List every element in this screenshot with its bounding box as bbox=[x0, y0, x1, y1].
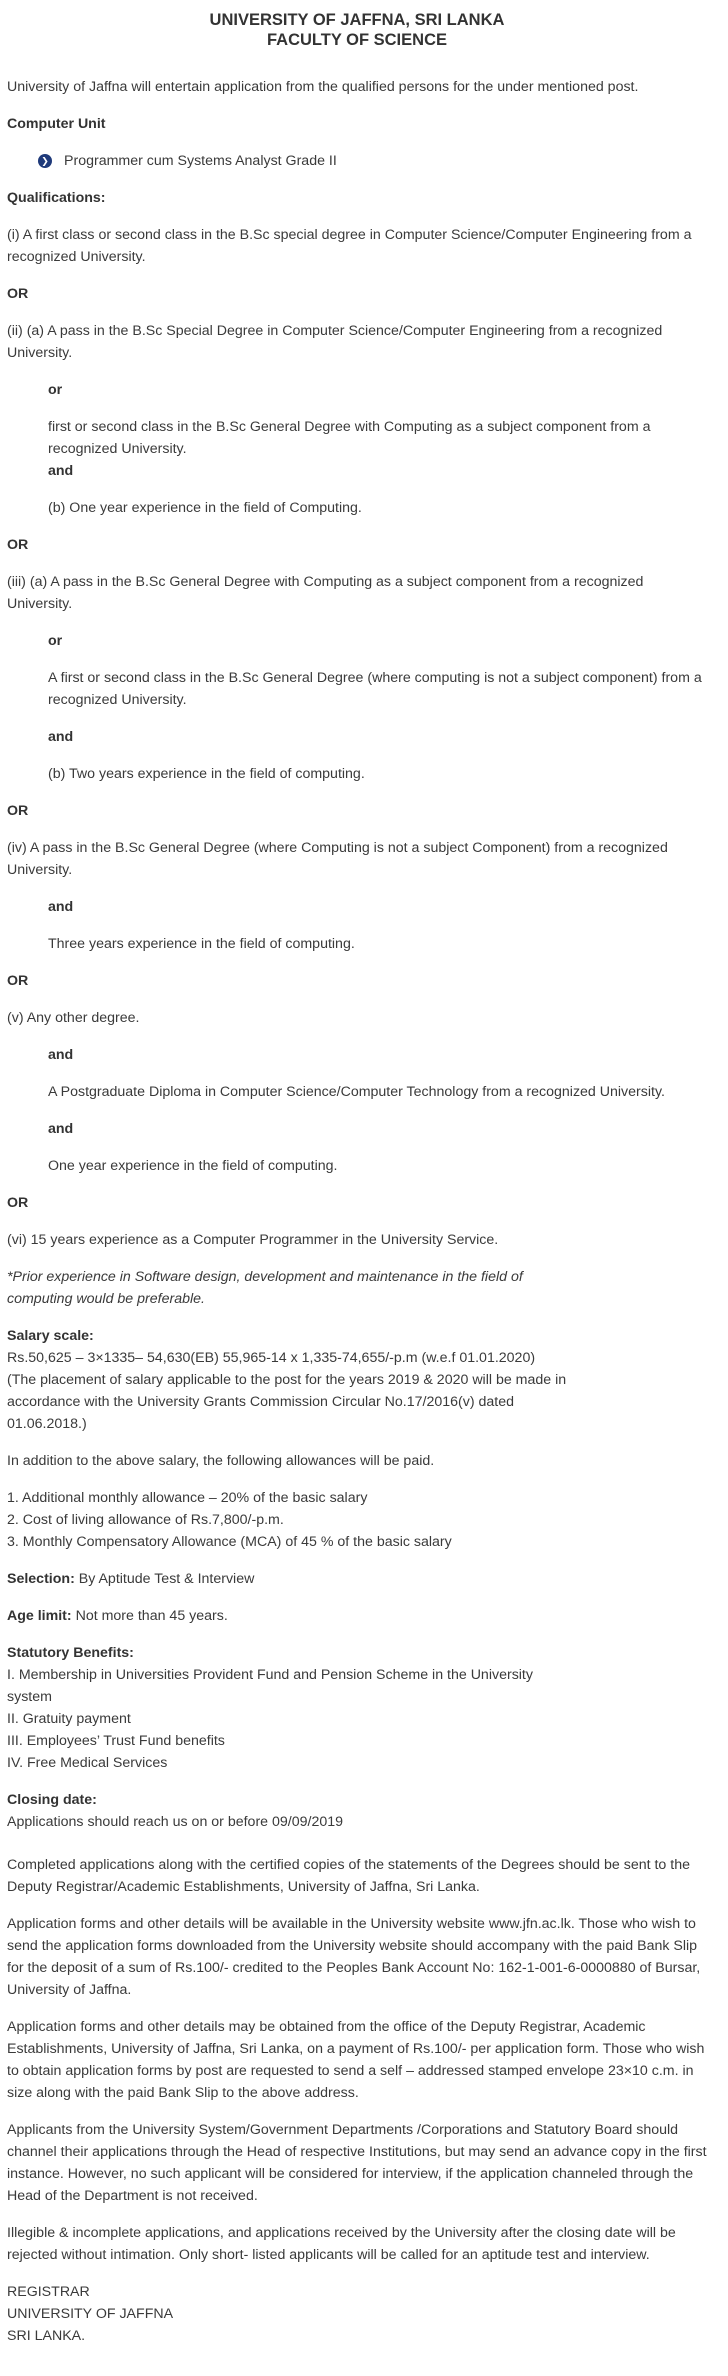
qualification-option-3b: (b) Two years experience in the field of computing. bbox=[48, 766, 365, 782]
list-item-continuation: system bbox=[7, 1689, 52, 1705]
and-label: and bbox=[48, 1047, 74, 1063]
qualification-option-5c: One year experience in the field of computing. bbox=[48, 1158, 338, 1174]
list-item: I. Membership in Universities Provident Fund and Pension Scheme in the University bbox=[7, 1667, 533, 1683]
salary-note: (The placement of salary applicable to the post for the years 2019 & 2020 will be made in bbox=[7, 1372, 567, 1388]
or-separator: OR bbox=[7, 537, 29, 553]
qualification-option-3-alt: A first or second class in the B.Sc General Degree (where computing is not a subject component) from a recognized University. bbox=[48, 670, 702, 708]
university-name: UNIVERSITY OF JAFFNA, SRI LANKA bbox=[209, 11, 505, 29]
qualification-option-2b: (b) One year experience in the field of Computing. bbox=[48, 500, 362, 516]
and-label: and bbox=[48, 899, 74, 915]
list-item: II. Gratuity payment bbox=[7, 1711, 131, 1727]
intro-text: University of Jaffna will entertain application from the qualified persons for the under mentioned post. bbox=[7, 79, 639, 95]
age-limit-value: Not more than 45 years. bbox=[71, 1608, 228, 1624]
selection-info bbox=[7, 1568, 707, 1590]
closing-date-section bbox=[7, 1789, 707, 1833]
paragraph-channel: Applicants from the University System/Government Departments /Corporations and Statutory Board should channel their applications through the Head of respective Institutions, but may send an advance copy in the first instance. However, no such applicant will be considered for interview, if the application channeled through the Head of the Department is not received. bbox=[7, 2122, 707, 2204]
unit-heading: Computer Unit bbox=[7, 116, 106, 132]
list-item: III. Employees’ Trust Fund benefits bbox=[7, 1733, 225, 1749]
or-separator: OR bbox=[7, 973, 29, 989]
closing-heading: Closing date: bbox=[7, 1792, 97, 1808]
faculty-name: FACULTY OF SCIENCE bbox=[267, 31, 447, 49]
salary-scale: Rs.50,625 – 3×1335– 54,630(EB) 55,965-14 x 1,335-74,655/-p.m (w.e.f 01.01.2020) bbox=[7, 1350, 536, 1366]
qualification-option-2-alt: first or second class in the B.Sc General Degree with Computing as a subject component from a recognized University. bbox=[48, 419, 651, 457]
preference-note bbox=[7, 1266, 707, 1310]
and-label: and bbox=[48, 729, 74, 745]
or-label: or bbox=[48, 382, 63, 398]
list-item: 2. Cost of living allowance of Rs.7,800/-p.m. bbox=[7, 1512, 284, 1528]
selection-label: Selection: bbox=[7, 1571, 75, 1587]
paragraph-submission: Completed applications along with the certified copies of the statements of the Degrees should be sent to the Deputy Registrar/Academic Establishments, University of Jaffna, Sri Lanka. bbox=[7, 1857, 690, 1895]
signatory-title: REGISTRAR bbox=[7, 2284, 90, 2300]
selection-value: By Aptitude Test & Interview bbox=[74, 1571, 255, 1587]
or-separator: OR bbox=[7, 1195, 29, 1211]
closing-text: Applications should reach us on or before 09/09/2019 bbox=[7, 1814, 344, 1830]
qualification-option-5a: (v) Any other degree. bbox=[7, 1010, 140, 1026]
and-label: and bbox=[48, 1121, 74, 1137]
list-item: 3. Monthly Compensatory Allowance (MCA) of 45 % of the basic salary bbox=[7, 1534, 452, 1550]
qualification-option-1: (i) A first class or second class in the B.Sc special degree in Computer Science/Computer Engineering from a recognized University. bbox=[7, 227, 692, 265]
benefits-heading: Statutory Benefits: bbox=[7, 1645, 134, 1661]
or-separator: OR bbox=[7, 803, 29, 819]
paragraph-rejection: Illegible & incomplete applications, and applications received by the University after the closing date will be rejected without intimation. Only short- listed applicants will be called for an aptitude test and interview. bbox=[7, 2225, 676, 2263]
page-title bbox=[7, 10, 707, 50]
or-separator: OR bbox=[7, 286, 29, 302]
post-title: Programmer cum Systems Analyst Grade II bbox=[64, 153, 337, 169]
qualification-option-6: (vi) 15 years experience as a Computer Programmer in the University Service. bbox=[7, 1232, 499, 1248]
qualification-option-3a: (iii) (a) A pass in the B.Sc General Degree with Computing as a subject component from a recognized University. bbox=[7, 574, 644, 612]
paragraph-website: Application forms and other details will be available in the University website www.jfn.ac.lk. Those who wish to send the application forms downloaded from the University website should accompany with the paid Bank Slip for the deposit of a sum of Rs.100/- credited to the Peoples Bank Account No: 162-1-001-6-0000880 of Bursar, University of Jaffna. bbox=[7, 1916, 701, 1998]
note-line: computing would be preferable. bbox=[7, 1291, 205, 1307]
signatory-country: SRI LANKA. bbox=[7, 2328, 86, 2344]
post-item bbox=[7, 150, 707, 172]
qualifications-heading: Qualifications: bbox=[7, 190, 106, 206]
qualification-option-4a: (iv) A pass in the B.Sc General Degree (where Computing is not a subject Component) from a recognized University. bbox=[7, 840, 668, 878]
allowances-list bbox=[7, 1487, 707, 1553]
qualification-option-4b: Three years experience in the field of computing. bbox=[48, 936, 355, 952]
or-label: or bbox=[48, 633, 63, 649]
benefits-section bbox=[7, 1642, 707, 1774]
qualification-option-5b: A Postgraduate Diploma in Computer Science/Computer Technology from a recognized University. bbox=[48, 1084, 665, 1100]
and-label: and bbox=[48, 463, 74, 479]
salary-heading: Salary scale: bbox=[7, 1328, 94, 1344]
signatory-org: UNIVERSITY OF JAFFNA bbox=[7, 2306, 174, 2322]
note-line: *Prior experience in Software design, development and maintenance in the field of bbox=[7, 1269, 523, 1285]
allowances-intro: In addition to the above salary, the following allowances will be paid. bbox=[7, 1453, 435, 1469]
chevron-right-circle-icon: ❯ bbox=[38, 154, 52, 168]
salary-note: accordance with the University Grants Commission Circular No.17/2016(v) dated bbox=[7, 1394, 515, 1410]
signature-block bbox=[7, 2281, 707, 2347]
salary-section bbox=[7, 1325, 707, 1435]
salary-note: 01.06.2018.) bbox=[7, 1416, 87, 1432]
list-item: IV. Free Medical Services bbox=[7, 1755, 168, 1771]
list-item: 1. Additional monthly allowance – 20% of the basic salary bbox=[7, 1490, 368, 1506]
qualification-option-2a: (ii) (a) A pass in the B.Sc Special Degree in Computer Science/Computer Engineering from a recognized University. bbox=[7, 323, 663, 361]
age-limit-info bbox=[7, 1605, 707, 1627]
paragraph-office: Application forms and other details may be obtained from the office of the Deputy Registrar, Academic Establishments, University of Jaffna, Sri Lanka, on a payment of Rs.100/- per application form. Those who wish to obtain application forms by post are requested to send a self – addressed stamped envelope 23×10 c.m. in size along with the paid Bank Slip to the above address. bbox=[7, 2019, 705, 2101]
age-limit-label: Age limit: bbox=[7, 1608, 72, 1624]
